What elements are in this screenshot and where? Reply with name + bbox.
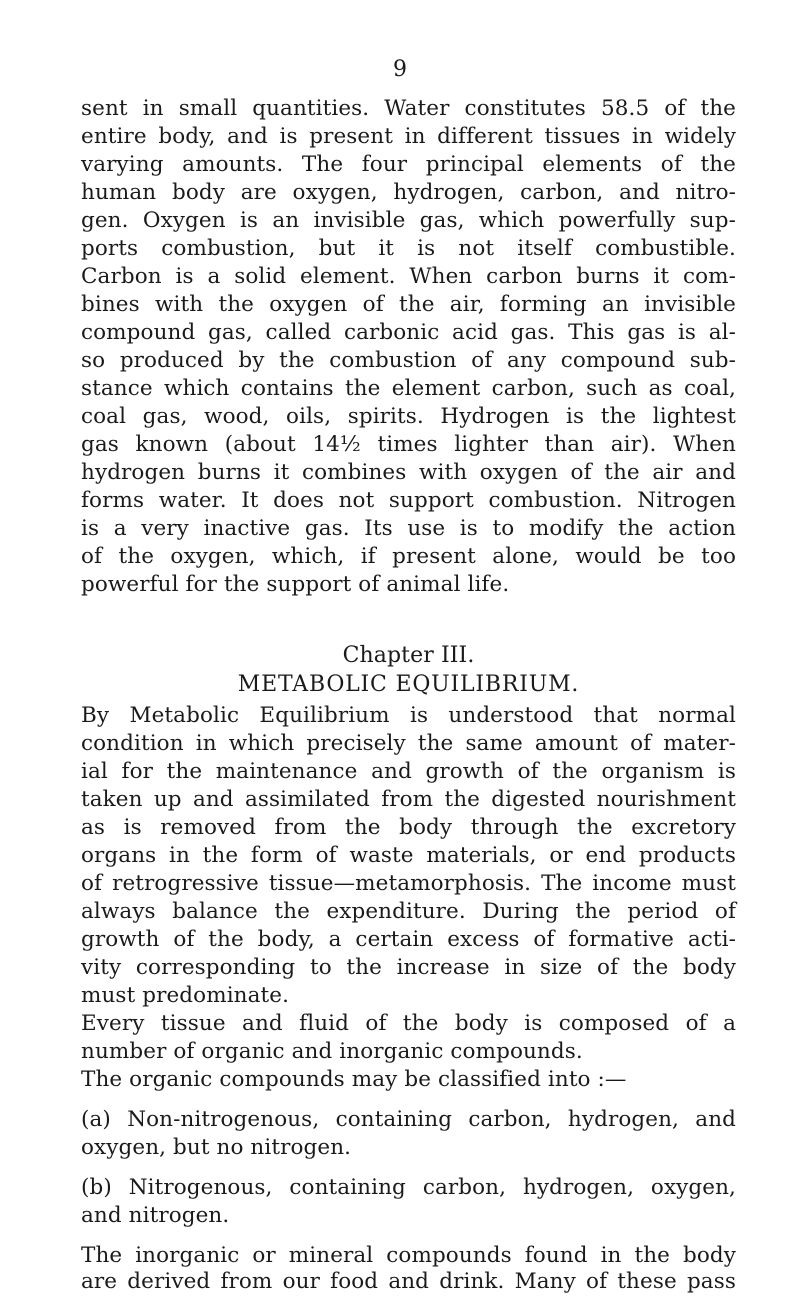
text-line: compound gas, called carbonic acid gas. This gas is al- [81, 320, 736, 345]
text-line: human body are oxygen, hydrogen, carbon, and nitro- [81, 180, 736, 205]
text-line: bines with the oxygen of the air, forming an invisible [81, 292, 736, 317]
text-line: hydrogen burns it combines with oxygen of the air and [81, 460, 736, 485]
text-line: taken up and assimilated from the digested nourishment [81, 787, 736, 812]
list-item-a: (a) Non-nitrogenous, containing carbon, hydrogen, and [81, 1107, 736, 1132]
text-line: forms water. It does not support combustion. Nitrogen [81, 488, 736, 513]
list-item-b-continued: and nitrogen. [81, 1203, 230, 1228]
text-line: varying amounts. The four principal elements of the [81, 152, 736, 177]
text-line: are derived from our food and drink. Many of these pass [81, 1269, 736, 1294]
text-line: sent in small quantities. Water constitutes 58.5 of the [81, 96, 736, 121]
text-line: entire body, and is present in different tissues in widely [81, 124, 736, 149]
chapter-title: METABOLIC EQUILIBRIUM. [237, 672, 580, 697]
text-line: as is removed from the body through the excretory [81, 815, 736, 840]
text-line: number of organic and inorganic compounds. [81, 1039, 583, 1064]
text-line: stance which contains the element carbon, such as coal, [81, 376, 736, 401]
text-line: coal gas, wood, oils, spirits. Hydrogen is the lightest [81, 404, 736, 429]
page-number: 9 [393, 57, 407, 82]
text-line: ports combustion, but it is not itself combustible. [81, 236, 736, 261]
text-line: of retrogressive tissue—metamorphosis. The income must [81, 871, 736, 896]
text-line: condition in which precisely the same amount of mater- [81, 731, 736, 756]
text-line: is a very inactive gas. Its use is to modify the action [81, 516, 736, 541]
text-line: of the oxygen, which, if present alone, would be too [81, 544, 736, 569]
text-line: vity corresponding to the increase in size of the body [81, 955, 736, 980]
text-line: must predominate. [81, 983, 290, 1008]
text-line: growth of the body, a certain excess of formative acti- [81, 927, 736, 952]
text-line: The inorganic or mineral compounds found in the body [81, 1243, 736, 1268]
text-line: organs in the form of waste materials, or end products [81, 843, 736, 868]
chapter-heading: Chapter III. [342, 643, 475, 668]
text-line: ial for the maintenance and growth of the organism is [81, 759, 736, 784]
list-item-b: (b) Nitrogenous, containing carbon, hydrogen, oxygen, [81, 1175, 736, 1200]
text-line: Carbon is a solid element. When carbon burns it com- [81, 264, 736, 289]
text-line: The organic compounds may be classified into :— [81, 1067, 627, 1092]
text-line: gen. Oxygen is an invisible gas, which powerfully sup- [81, 208, 736, 233]
text-line: Every tissue and fluid of the body is composed of a [81, 1011, 736, 1036]
text-line: gas known (about 14½ times lighter than air). When [81, 432, 736, 457]
text-line: so produced by the combustion of any compound sub- [81, 348, 736, 373]
text-line: always balance the expenditure. During the period of [81, 899, 736, 924]
text-line: powerful for the support of animal life. [81, 572, 510, 597]
text-line: By Metabolic Equilibrium is understood that normal [81, 703, 736, 728]
list-item-a-continued: oxygen, but no nitrogen. [81, 1135, 352, 1160]
